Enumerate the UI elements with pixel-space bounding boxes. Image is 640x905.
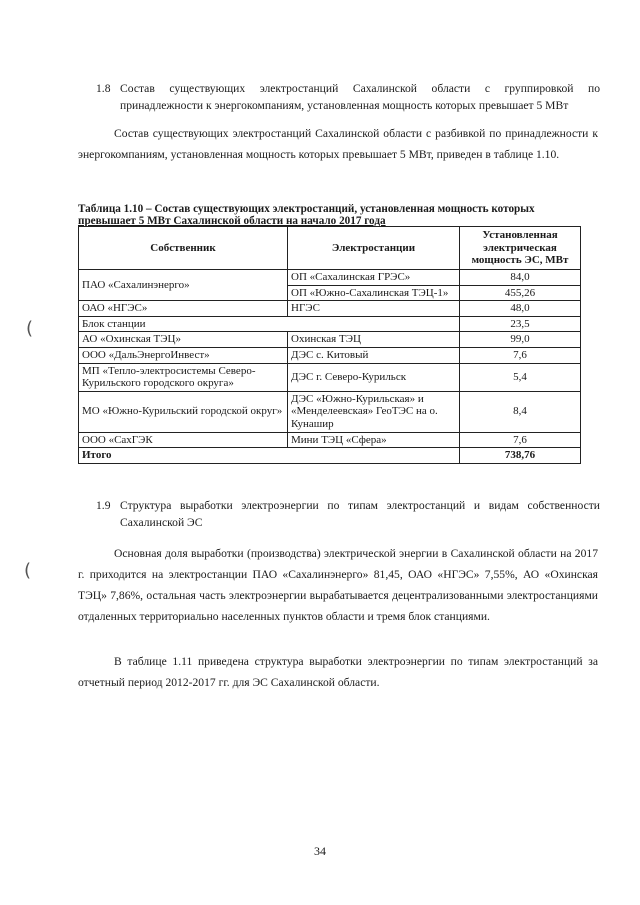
stations-table [78, 226, 581, 464]
table-row [79, 347, 581, 363]
station-cell: Охинская ТЭЦ [288, 332, 460, 348]
capacity-cell: 84,0 [460, 270, 581, 286]
table-row [79, 432, 581, 448]
header-capacity: Установленная электрическая мощность ЭС, МВт [460, 227, 581, 270]
table-row [79, 363, 581, 391]
section-title: Состав существующих электростанций Сахалинской области с группировкой по принадлежности к энергокомпаниям, установленная мощность которых превышает 5 МВт [120, 82, 600, 112]
owner-cell: ООО «СахГЭК [79, 432, 288, 448]
table-row [79, 270, 581, 286]
capacity-cell: 48,0 [460, 301, 581, 317]
capacity-cell: 99,0 [460, 332, 581, 348]
total-label: Итого [79, 448, 460, 464]
capacity-cell: 7,6 [460, 347, 581, 363]
owner-cell: АО «Охинская ТЭЦ» [79, 332, 288, 348]
table-row [79, 316, 581, 332]
section-number: 1.9 [96, 499, 111, 512]
table-row [79, 301, 581, 317]
table-caption-line-2: превышает 5 МВт Сахалинской области на начало 2017 года [78, 215, 386, 227]
table-row [79, 391, 581, 432]
capacity-cell: 5,4 [460, 363, 581, 391]
station-cell: НГЭС [288, 301, 460, 317]
owner-cell: ОАО «НГЭС» [79, 301, 288, 317]
section-title: Структура выработки электроэнергии по типам электростанций и видам собственности Сахалинской ЭС [120, 499, 600, 529]
table-header-row [79, 227, 581, 270]
capacity-cell: 23,5 [460, 316, 581, 332]
station-cell: ОП «Сахалинская ГРЭС» [288, 270, 460, 286]
station-cell: ДЭС с. Китовый [288, 347, 460, 363]
station-cell: ДЭС г. Северо-Курильск [288, 363, 460, 391]
table-caption [78, 203, 598, 227]
owner-cell: ПАО «Сахалинэнерго» [79, 270, 288, 301]
station-cell: ОП «Южно-Сахалинская ТЭЦ-1» [288, 285, 460, 301]
owner-cell: МП «Тепло-электросистемы Северо-Курильского городского округа» [79, 363, 288, 391]
capacity-cell: 455,26 [460, 285, 581, 301]
header-station: Электростанции [288, 227, 460, 270]
station-cell: ДЭС «Южно-Курильская» и «Менделеевская» ГеоТЭС на о. Кунашир [288, 391, 460, 432]
section-number: 1.8 [96, 82, 111, 95]
table-total-row [79, 448, 581, 464]
margin-bracket-mark: ( [24, 560, 32, 581]
capacity-cell: 7,6 [460, 432, 581, 448]
total-capacity: 738,76 [460, 448, 581, 464]
table-row [79, 332, 581, 348]
page-number: 34 [314, 844, 326, 858]
station-cell: Мини ТЭЦ «Сфера» [288, 432, 460, 448]
section-1-9-paragraph-1: Основная доля выработки (производства) электрической энергии в Сахалинской области на 2017 г. приходится на электростанции ПАО «Сахалинэнерго» 81,45, ОАО «НГЭС» 7,55%, АО «Охинская ТЭЦ» 7,86%, остальная часть электроэнергии вырабатывается децентрализованными электростанциями отдаленных территориально населенных пунктов области и тремя блок станциями. [78, 547, 598, 623]
table-caption-line-1: Таблица 1.10 – Состав существующих электростанций, установленная мощность которых [78, 203, 535, 215]
margin-bracket-mark: ( [26, 318, 34, 339]
section-1-9-heading [96, 497, 600, 531]
section-1-8-heading [96, 80, 600, 114]
capacity-cell: 8,4 [460, 391, 581, 432]
header-owner: Собственник [79, 227, 288, 270]
owner-cell: МО «Южно-Курильский городской округ» [79, 391, 288, 432]
owner-cell: ООО «ДальЭнергоИнвест» [79, 347, 288, 363]
section-1-8-paragraph: Состав существующих электростанций Сахалинской области с разбивкой по принадлежности к энергокомпаниям, установленная мощность которых превышает 5 МВт, приведен в таблице 1.10. [78, 127, 598, 161]
owner-cell: Блок станции [79, 316, 460, 332]
section-1-9-paragraph-2: В таблице 1.11 приведена структура выработки электроэнергии по типам электростанций за отчетный период 2012-2017 гг. для ЭС Сахалинской области. [78, 655, 598, 689]
